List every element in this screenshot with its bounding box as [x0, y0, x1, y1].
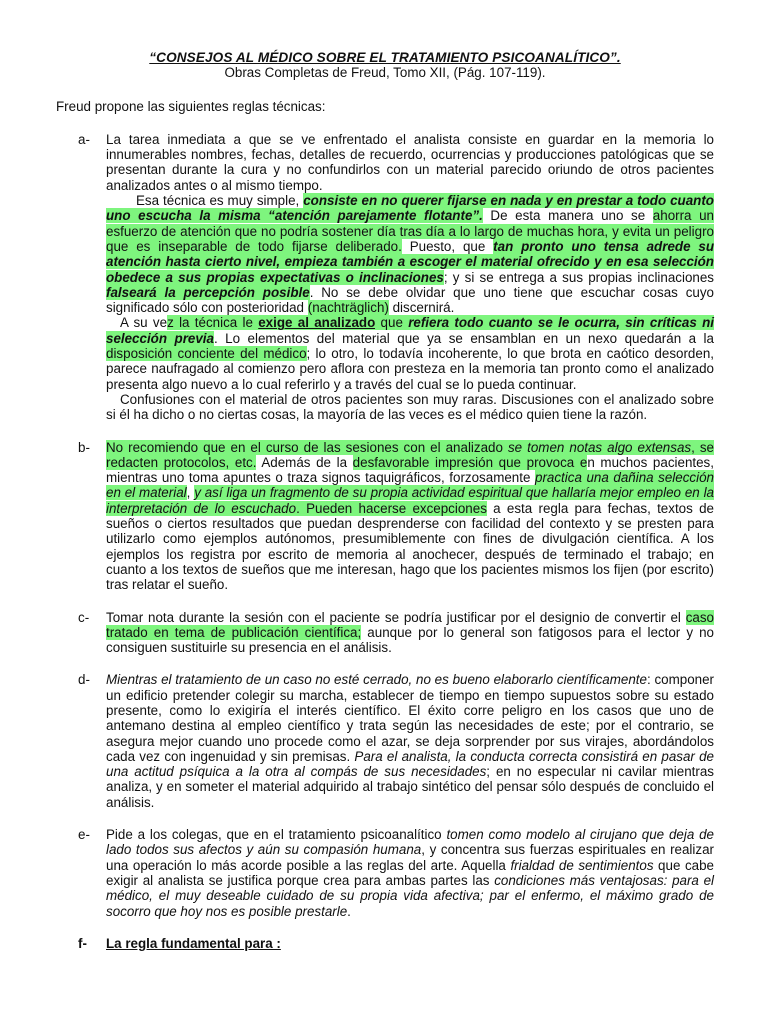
text-run: discernirá.	[388, 300, 455, 316]
highlighted-text: tan pronto uno tensa adrede su atención hasta cierto nivel, empieza también a escoger el material ofrecido y en esa selección obedece a sus propias expectativas o inclinaciones	[106, 238, 715, 285]
document-subtitle: Obras Completas de Freud, Tomo XII, (Pág. 107-119).	[224, 65, 546, 81]
text-run: Mientras el tratamiento de un caso no esté cerrado, no es bueno elaborarlo científicamente	[106, 672, 647, 688]
text-run: aunque por lo general son fatigosos para el lector y no consiguen sustituirle su presencia en el análisis.	[106, 624, 714, 656]
text-run: Además de la	[256, 454, 353, 470]
item-marker: f-	[78, 935, 87, 951]
section-heading: La regla fundamental para :	[106, 935, 281, 951]
highlighted-text: caso tratado en tema de publicación científica;	[106, 609, 714, 640]
item-marker: e-	[78, 827, 90, 843]
text-run: A su ve	[120, 315, 168, 331]
highlighted-text: consiste en no querer fijarse en nada y en prestar a todo cuanto uno escucha la misma “atención parejamente flotante”.	[106, 193, 714, 224]
highlighted-text: practica una dañina selección en el material	[106, 470, 714, 501]
text-run: a esta regla para fechas, textos de sueños o ciertos resultados que puedan desprenderse con facilidad del contexto y se presten para utilizarlo como ejemplos autónomos, presumiblemente con fines de divulgación científica. A los ejemplos los registra por escrito de memoria al anochecer, después de terminado el trabajo; en cuanto a los textos de sueños que me interesan, hago que los pacientes mismos los fijen (por escrito) tras relatar el sueño.	[106, 500, 714, 593]
item-content	[106, 610, 714, 656]
list-item-b	[56, 440, 714, 593]
item-content	[106, 132, 714, 423]
list-item-f	[56, 936, 714, 951]
text-run: ; lo otro, lo todavía incoherente, lo que brota en caótico desorden, parece naufragado al comienzo pero aflora con presteza en la memoria tan pronto como el analizado presenta algo nuevo a lo cual referirlo y a través del cual se lo pueda continuar.	[106, 346, 714, 392]
text-run: Puesto, que	[401, 238, 494, 254]
paragraph	[106, 610, 714, 656]
text-run: frialdad de sentimientos	[510, 857, 654, 873]
highlighted-text: , se redacten protocolos, etc.	[106, 439, 714, 470]
text-run: . No se debe olvidar que uno tiene que escuchar cosas cuyo significado sólo con posterioridad	[106, 284, 714, 316]
text-run: .	[347, 903, 351, 919]
text-run: ; en no especular ni cavilar mientras analiza, y en someter el material adquirido al trabajo sintético del pensar sólo después de concluido el análisis.	[106, 764, 714, 810]
document-title: “CONSEJOS AL MÉDICO SOBRE EL TRATAMIENTO PSICOANALÍTICO”.	[149, 50, 621, 65]
text-run: . Lo elementos del material que ya se ensamblan en un nexo quedarán a la	[213, 330, 714, 346]
text-run: Para el analista, la conducta correcta consistirá en pasar de una actitud psíquica a la otra al compás de sus necesidades	[106, 748, 714, 780]
paragraph	[106, 193, 714, 315]
text-run: condiciones más ventajosas: para el médico, el muy deseable cuidado de su propia vida afectiva; par el enfermo, el máximo grado de socorro que hoy nos es posible prestarle	[106, 872, 714, 919]
paragraph	[106, 440, 714, 593]
item-content	[106, 827, 714, 919]
paragraph	[106, 672, 714, 810]
highlighted-text: refiera todo cuanto se le ocurra, sin críticas ni selección previa	[106, 315, 714, 346]
text-run: que cabe exigir al analista se justifica porque crea para ambas partes las	[106, 857, 714, 888]
paragraph	[106, 827, 714, 919]
text-run: Tomar nota durante la sesión con el paciente se podría justificar por el designio de convertir el	[106, 609, 686, 625]
item-marker: d-	[78, 672, 90, 688]
highlighted-text: No recomiendo que en el curso de las sesiones con el analizado	[106, 439, 508, 455]
item-content	[106, 672, 714, 810]
text-run: tomen como modelo al cirujano que deja de lado todos sus afectos y aún su compasión humana	[106, 827, 714, 858]
highlighted-text: que	[375, 315, 409, 331]
text-run: , y concentra sus fuerzas espirituales en realizar una operación lo más acorde posible a las reglas del arte. Aquella	[106, 842, 714, 873]
paragraph	[106, 315, 714, 391]
highlighted-text: (nachträglich)	[307, 300, 389, 316]
text-run: De esta manera uno se	[482, 208, 653, 224]
highlighted-text: . Pueden hacerse excepciones	[296, 500, 487, 516]
text-run: ; y si se entrega a sus propias inclinaciones	[443, 269, 715, 285]
highlighted-text: ahorra un esfuerzo de atención que no podría sostener día tras día a lo largo de muchas hora, y evita un peligro que es inseparable de todo fijarse deliberado.	[106, 208, 715, 254]
text-run: ,	[186, 485, 195, 501]
item-marker: b-	[78, 439, 90, 455]
paragraph: La tarea inmediata a que se ve enfrentado el analista consiste en guardar en la memoria lo innumerables nombres, fechas, detalles de recuerdo, ocurrencias y producciones patológicas que se presentan durante la cura y no confundirlos con un material parecido oriundo de otros pacientes analizados antes o al mismo tiempo.	[106, 131, 714, 193]
paragraph: Confusiones con el material de otros pacientes son muy raras. Discusiones con el analizado sobre si él ha dicho o no ciertas cosas, la mayoría de las veces es el médico quien tiene la razón.	[106, 391, 714, 423]
highlighted-text: exige al analizado	[258, 315, 376, 331]
highlighted-text: disposición conciente del médico	[106, 346, 307, 362]
text-run: Pide a los colegas, que en el tratamiento psicoanalítico	[106, 827, 447, 843]
item-content	[106, 936, 714, 951]
text-run: : componer un edificio pretender colegir su marcha, establecer de tiempo en tiempo supuestos sobre su estado presente, como lo exigiría el interés científico. El éxito corre peligro en los casos que uno de antemano destina al empleo científico y trata según las necesidades de este; por el contrario, se asegura mejor cuando uno procede como el azar, se deja sorprender por sus virajes, abordándolos cada vez con ingenuidad y sin premisas.	[106, 672, 714, 764]
text-run: Esa técnica es muy simple,	[136, 193, 300, 209]
highlighted-text: desfavorable impresión que provoca e	[352, 454, 588, 470]
highlighted-text: falseará la percepción posible	[106, 284, 310, 300]
list-item-d	[56, 672, 714, 810]
item-marker: c-	[78, 609, 90, 625]
highlighted-text: se tomen notas algo extensas	[507, 439, 692, 455]
intro-paragraph: Freud propone las siguientes reglas técnicas:	[56, 98, 326, 114]
list-item-a	[56, 132, 714, 423]
list-item-c	[56, 610, 714, 656]
text-run: n muchos pacientes, mientras uno toma apuntes o traza signos taquigráficos, forzosamente	[106, 454, 714, 486]
highlighted-text: y así liga un fragmento de su propia actividad espiritual que hallaría mejor empleo en la interpretación de lo escuchado	[106, 485, 714, 516]
highlighted-text: z la técnica le	[167, 315, 259, 331]
list-item-e	[56, 827, 714, 919]
item-content	[106, 440, 714, 593]
item-marker: a-	[78, 131, 90, 147]
